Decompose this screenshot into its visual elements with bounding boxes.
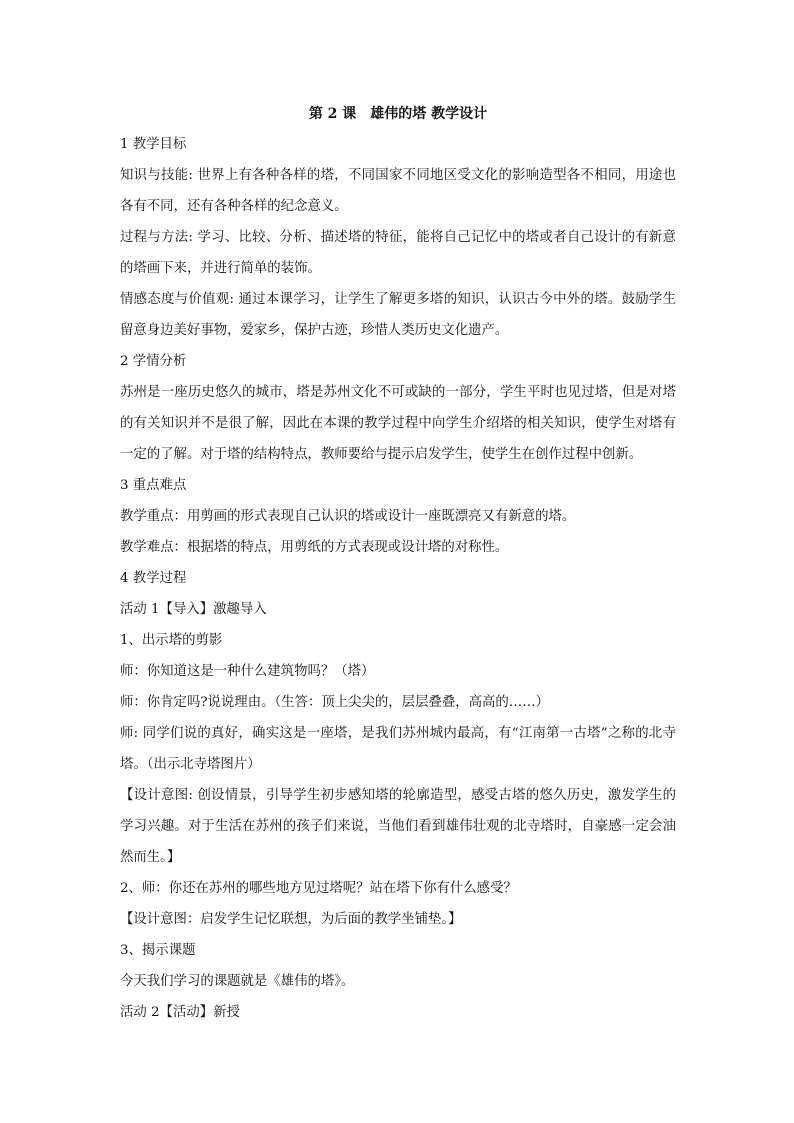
paragraph-difficulty: 教学难点：根据塔的特点，用剪纸的方式表现或设计塔的对称性。	[120, 540, 509, 555]
step-2-question: 2、师：你还在苏州的哪些地方见过塔呢？站在塔下你有什么感受？	[120, 881, 517, 896]
heading-student-analysis: 2 学情分析	[120, 354, 187, 369]
paragraph-process-methods: 过程与方法: 学习、比较、分析、描述塔的特征，能将自己记忆中的塔或者自己设计的有新意的塔画下来，并进行简单的装饰。	[120, 230, 676, 276]
dialogue-line-2: 师：你肯定吗?说说理由。（生答：顶上尖尖的，层层叠叠，高高的……）	[120, 695, 549, 710]
step-1-heading: 1、出示塔的剪影	[120, 633, 223, 648]
heading-teaching-objectives: 1 教学目标	[120, 137, 187, 152]
paragraph-student-analysis: 苏州是一座历史悠久的城市，塔是苏州文化不可或缺的一部分，学生平时也见过塔，但是对塔的有关知识并不是很了解，因此在本课的教学过程中向学生介绍塔的相关知识，使学生对塔有一定的了解。对于塔的结构特点，教师要给与提示启发学生，使学生在创作过程中创新。	[120, 385, 676, 462]
design-intent-2: 【设计意图：启发学生记忆联想，为后面的教学坐铺垫。】	[120, 912, 462, 927]
design-intent-1: 【设计意图: 创设情景，引导学生初步感知塔的轮廓造型，感受古塔的悠久历史，激发学生的学习兴趣。对于生活在苏州的孩子们来说，当他们看到雄伟壮观的北寺塔时，自豪感一定会油然而生。】	[120, 788, 676, 865]
lesson-topic-line: 今天我们学习的课题就是《雄伟的塔》。	[120, 974, 355, 989]
dialogue-line-1: 师：你知道这是一种什么建筑物吗？（塔）	[120, 664, 375, 679]
paragraph-key-point: 教学重点：用剪画的形式表现自己认识的塔或设计一座既漂亮又有新意的塔。	[120, 509, 576, 524]
step-3-heading: 3、揭示课题	[120, 943, 196, 958]
heading-key-difficulties: 3 重点难点	[120, 478, 187, 493]
document-title: 第 2 课 雄伟的塔 教学设计	[308, 106, 488, 122]
activity-1-heading: 活动 1【导入】激趣导入	[120, 602, 267, 617]
dialogue-line-3: 师: 同学们说的真好，确实这是一座塔，是我们苏州城内最高，有“江南第一古塔”之称的北寺塔。（出示北寺塔图片）	[120, 726, 676, 772]
heading-teaching-process: 4 教学过程	[120, 571, 187, 586]
activity-2-heading: 活动 2【活动】新授	[120, 1005, 240, 1020]
document-page	[120, 104, 676, 1028]
paragraph-knowledge-skills: 知识与技能: 世界上有各种各样的塔，不同国家不同地区受文化的影响造型各不相同，用途也各有不同，还有各种各样的纪念意义。	[120, 168, 676, 214]
paragraph-emotion-values: 情感态度与价值观: 通过本课学习，让学生了解更多塔的知识，认识古今中外的塔。鼓励学生留意身边美好事物，爱家乡，保护古迹，珍惜人类历史文化遗产。	[120, 292, 676, 338]
